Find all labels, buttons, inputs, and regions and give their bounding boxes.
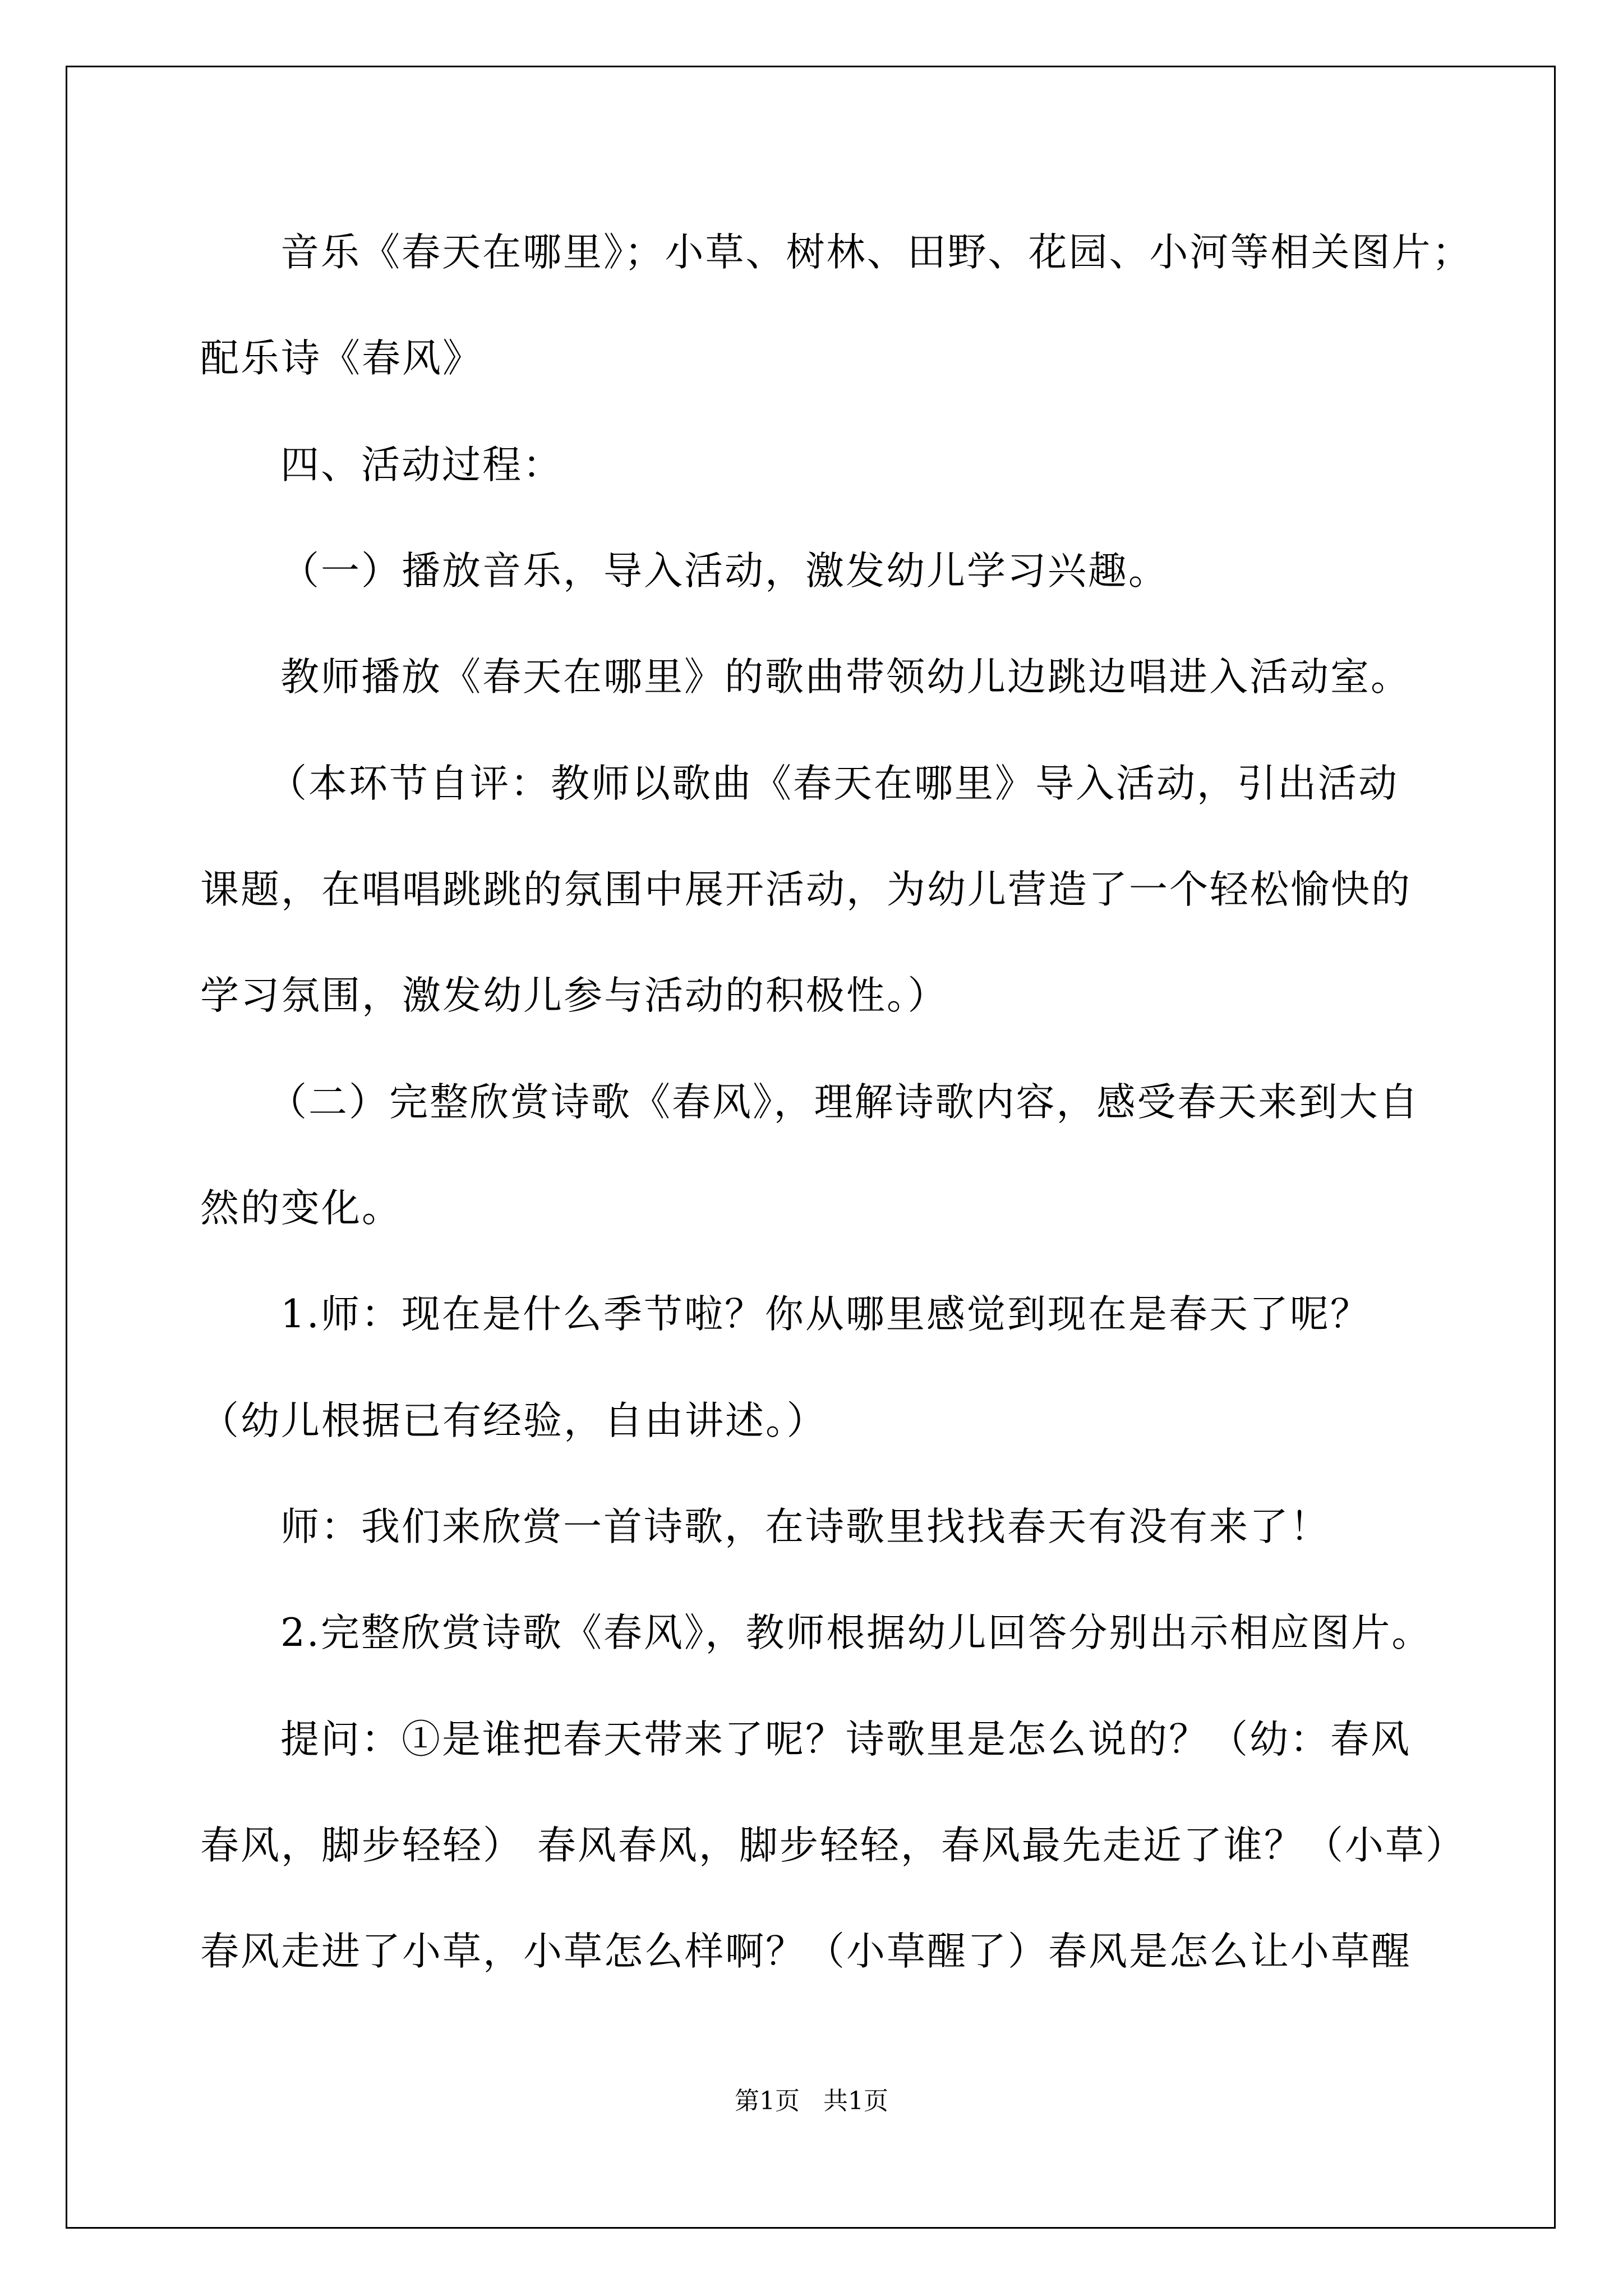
- text-line: 2.完整欣赏诗歌《春风》，教师根据幼儿回答分别出示相应图片。: [280, 1611, 1432, 1655]
- subsection-heading: （二）完整欣赏诗歌《春风》，理解诗歌内容，感受春天来到大自: [268, 1080, 1420, 1125]
- text-line: 春风，脚步轻轻） 春风春风，脚步轻轻，春风最先走近了谁？（小草）: [200, 1823, 1466, 1868]
- page-number-footer: 第1页 共1页: [735, 2087, 888, 2115]
- text-line: 提问：①是谁把春天带来了呢？诗歌里是怎么说的？（幼：春风: [280, 1717, 1411, 1762]
- text-line: 然的变化。: [200, 1186, 402, 1231]
- text-line: 师：我们来欣赏一首诗歌，在诗歌里找找春天有没有来了！: [280, 1504, 1330, 1549]
- page-border: [66, 66, 1556, 2229]
- text-line: （幼儿根据已有经验，自由讲述。）: [200, 1398, 827, 1443]
- section-heading: 四、活动过程：: [280, 443, 563, 487]
- text-line: 学习氛围，激发幼儿参与活动的积极性。）: [200, 973, 948, 1018]
- text-line: 教师播放《春天在哪里》的歌曲带领幼儿边跳边唱进入活动室。: [280, 655, 1411, 700]
- text-line: 配乐诗《春风》: [200, 336, 483, 381]
- text-line: 音乐《春天在哪里》；小草、树林、田野、花园、小河等相关图片；: [280, 230, 1473, 275]
- text-line: 春风走进了小草，小草怎么样啊？（小草醒了）春风是怎么让小草醒: [200, 1929, 1412, 1974]
- text-line: 1.师：现在是什么季节啦？你从哪里感觉到现在是春天了呢？: [280, 1292, 1371, 1337]
- text-line: 课题，在唱唱跳跳的氛围中展开活动，为幼儿营造了一个轻松愉快的: [200, 867, 1412, 912]
- text-line: （本环节自评：教师以歌曲《春天在哪里》导入活动，引出活动: [268, 761, 1399, 806]
- subsection-heading: （一）播放音乐，导入活动，激发幼儿学习兴趣。: [280, 549, 1169, 593]
